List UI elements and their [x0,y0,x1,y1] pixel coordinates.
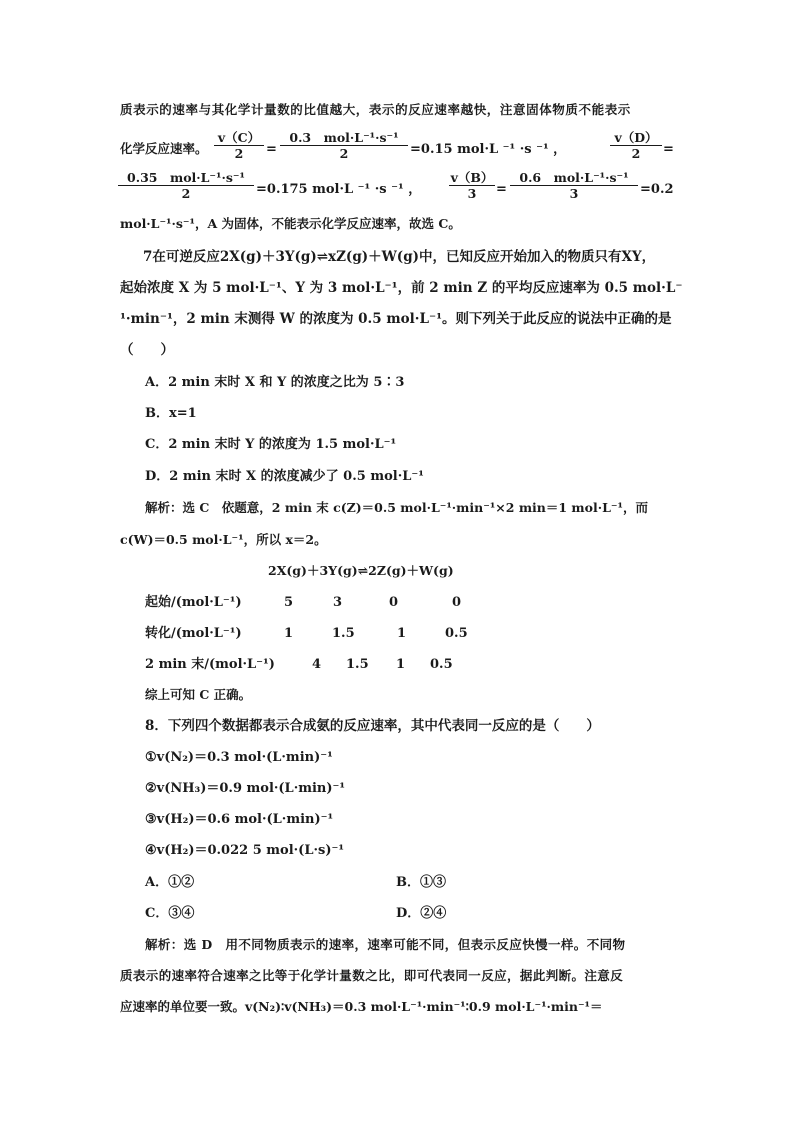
fraction-denominator: 2 [631,146,641,161]
question8-item-4: ④v(H₂)＝0.022 5 mol·(L·s)⁻¹ [145,843,345,858]
fraction-numerator: 0.6 mol·L⁻¹·s⁻¹ [519,170,629,185]
table-cell: 4 [312,657,322,672]
fraction-denominator: 2 [234,146,244,161]
fraction-denominator: 2 [339,146,349,161]
question8-option-b: B．①③ [396,875,446,890]
table-cell: 1 [284,626,294,641]
table-cell: 0 [389,595,399,610]
solution7-line-2: c(W)＝0.5 mol·L⁻¹，所以 x＝2。 [120,532,327,547]
fraction-numerator: 0.3 mol·L⁻¹·s⁻¹ [289,130,399,145]
solution8-line-1: 解析：选 D 用不同物质表示的速率，速率可能不同，但表示反应快慢一样。不同物 [145,937,626,952]
solution8-line-2: 质表示的速率符合速率之比等于化学计量数之比，即可代表同一反应，据此判断。注意反 [120,968,624,983]
question7-option-c: C．2 min 末时 Y 的浓度为 1.5 mol·L⁻¹ [145,437,397,452]
question8-item-2: ②v(NH₃)＝0.9 mol·(L·min)⁻¹ [145,781,346,796]
equals-sign-end: = [663,142,674,157]
question8-option-a: A．①② [145,875,195,890]
fraction-denominator: 3 [467,186,477,201]
table-cell: 0.5 [445,626,468,641]
table-cell: 3 [333,595,343,610]
fraction-numerator: 0.35 mol·L⁻¹·s⁻¹ [127,170,245,185]
question7-option-a: A．2 min 末时 X 和 Y 的浓度之比为 5∶3 [145,375,405,390]
vb-result: =0.2 [640,182,674,197]
equals-sign: = [266,142,277,157]
fraction-numerator: v（D） [614,130,658,145]
question7-answer-paren: （ ） [120,342,174,358]
question7-line-1: 7在可逆反应2X(g)＋3Y(g)⇌xZ(g)＋W(g)中，已知反应开始加入的物质只有XY， [143,249,656,265]
reaction-equation: 2X(g)＋3Y(g)⇌2Z(g)＋W(g) [268,563,454,578]
solution7-conclusion: 综上可知 C 正确。 [145,687,252,702]
fraction-numerator: v（C） [217,130,261,145]
equals-sign-vb: = [496,182,507,197]
question8-option-c: C．③④ [145,906,195,921]
table-cell: 1 [397,626,407,641]
solution7-line-1: 解析：选 C 依题意，2 min 末 c(Z)＝0.5 mol·L⁻¹·min⁻¹×2 min＝1 mol·L⁻¹，而 [145,500,648,515]
fraction-vc-value [280,130,408,161]
vd-result: =0.175 mol·L ⁻¹ ·s ⁻¹ ， [256,182,422,197]
question8-item-1: ①v(N₂)＝0.3 mol·(L·min)⁻¹ [145,750,333,765]
explanation-line-4: mol·L⁻¹·s⁻¹，A 为固体，不能表示化学反应速率，故选 C。 [120,216,461,231]
table-cell: 1.5 [332,626,355,641]
fraction-denominator: 3 [569,186,579,201]
table-row-label: 起始/(mol·L⁻¹) [145,595,242,610]
fraction-vb-value [510,170,638,201]
explanation-line-1: 质表示的速率与其化学计量数的比值越大，表示的反应速率越快，注意固体物质不能表示 [120,102,631,117]
table-cell: 0 [452,595,462,610]
explanation-line-2-prefix: 化学反应速率。 [120,141,208,156]
question7-option-b: B．x=1 [145,406,197,421]
fraction-vd-value [118,170,254,201]
fraction-denominator: 2 [181,186,191,201]
fraction-vb-over-3 [449,170,495,201]
question7-line-3: ¹·min⁻¹，2 min 末测得 W 的浓度为 0.5 mol·L⁻¹。则下列关于此反应的说法中正确的是 [120,311,672,327]
table-cell: 1 [396,657,406,672]
question7-line-2: 起始浓度 X 为 5 mol·L⁻¹、Y 为 3 mol·L⁻¹，前 2 min Z 的平均反应速率为 0.5 mol·L⁻ [120,280,683,296]
table-row-label: 2 min 末/(mol·L⁻¹) [145,657,275,672]
question8-option-d: D．②④ [396,906,447,921]
fraction-vd-over-2 [610,130,662,161]
table-cell: 0.5 [430,657,453,672]
solution8-line-3: 应速率的单位要一致。v(N₂)∶v(NH₃)＝0.3 mol·L⁻¹·min⁻¹∶0.9 mol·L⁻¹·min⁻¹＝ [120,999,603,1014]
table-cell: 1.5 [346,657,369,672]
table-row-label: 转化/(mol·L⁻¹) [145,626,242,641]
fraction-vc-over-2 [214,130,264,161]
fraction-numerator: v（B） [450,170,494,185]
table-cell: 5 [284,595,294,610]
question7-option-d: D．2 min 末时 X 的浓度减少了 0.5 mol·L⁻¹ [145,469,424,484]
question8-stem: 8．下列四个数据都表示合成氨的反应速率，其中代表同一反应的是（ ） [145,718,600,734]
vc-result: =0.15 mol·L ⁻¹ ·s ⁻¹ ， [410,142,567,157]
question8-item-3: ③v(H₂)＝0.6 mol·(L·min)⁻¹ [145,812,334,827]
